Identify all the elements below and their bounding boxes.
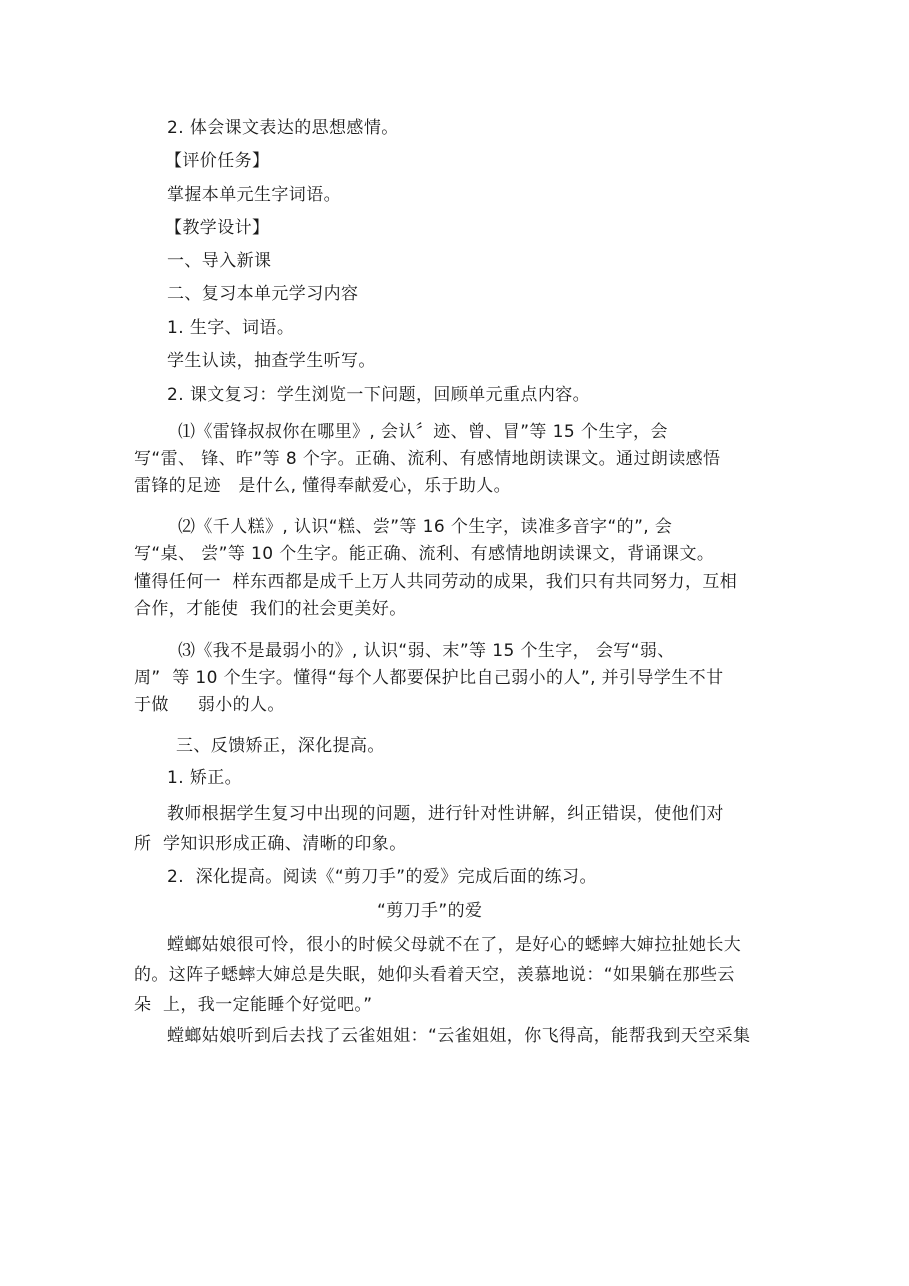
section-3-heading: 三、反馈矫正，深化提高。 [176,736,385,756]
lesson-1-line-1: ⑴《雷锋叔叔你在哪里》, 会认〞迹、曾、冒”等 15 个生字，会 [178,422,668,442]
lesson-1-line-3: 雷锋的足迹 是什么, 懂得奉献爱心，乐于助人。 [134,476,512,496]
lesson-2-line-2: 写“桌、 尝”等 10 个生字。能正确、流利、有感情地朗读课文，背诵课文。 [134,544,715,564]
item-correct: 1. 矫正。 [167,768,243,788]
heading-evaluation-task: 【评价任务】 [165,151,270,171]
lesson-2-line-4: 合作，才能使 我们的社会更美好。 [134,599,407,619]
item-deepen: 2. 深化提高。阅读《“剪刀手”的爱》完成后面的练习。 [167,867,597,887]
lesson-1-line-2: 写“雷、 锋、昨”等 8 个字。正确、流利、有感情地朗读课文。通过朗读感悟 [134,449,721,469]
lesson-3-line-2: 周” 等 10 个生字。懂得“每个人都要保护比自己弱小的人”, 并引导学生不甘 [134,668,724,688]
item-1-text: 学生认读，抽查学生听写。 [167,351,376,371]
lesson-3-line-3: 于做 弱小的人。 [134,695,285,715]
story-line-1: 螳螂姑娘很可怜，很小的时候父母就不在了，是好心的蟋蟀大婶拉扯她长大 [167,935,742,955]
item-2-review: 2. 课文复习：学生浏览一下问题，回顾单元重点内容。 [167,385,591,405]
correct-text-line-1: 教师根据学生复习中出现的问题，进行针对性讲解，纠正错误，使他们对 [167,804,724,824]
story-line-4: 螳螂姑娘听到后去找了云雀姐姐：“云雀姐姐，你飞得高，能帮我到天空采集 [167,1026,751,1046]
section-2-heading: 二、复习本单元学习内容 [167,284,359,304]
lesson-2-line-3: 懂得任何一 样东西都是成千上万人共同劳动的成果，我们只有共同努力，互相 [134,572,738,592]
item-1-words: 1. 生字、词语。 [167,318,295,338]
evaluation-task-text: 掌握本单元生字词语。 [167,185,341,205]
heading-teaching-design: 【教学设计】 [165,218,270,238]
objective-2: 2. 体会课文表达的思想感情。 [167,118,399,138]
story-line-3: 朵 上，我一定能睡个好觉吧。” [134,995,373,1015]
story-title: “剪刀手”的爱 [377,901,483,921]
story-line-2: 的。这阵子蟋蟀大婶总是失眠，她仰头看着天空，羡慕地说：“如果躺在那些云 [134,965,735,985]
lesson-3-line-1: ⑶《我不是最弱小的》, 认识“弱、末”等 15 个生字， 会写“弱、 [178,641,675,661]
lesson-2-line-1: ⑵《千人糕》, 认识“糕、尝”等 16 个生字，读准多音字“的”, 会 [178,517,673,537]
section-1-heading: 一、导入新课 [167,251,272,271]
correct-text-line-2: 所 学知识形成正确、清晰的印象。 [134,834,407,854]
